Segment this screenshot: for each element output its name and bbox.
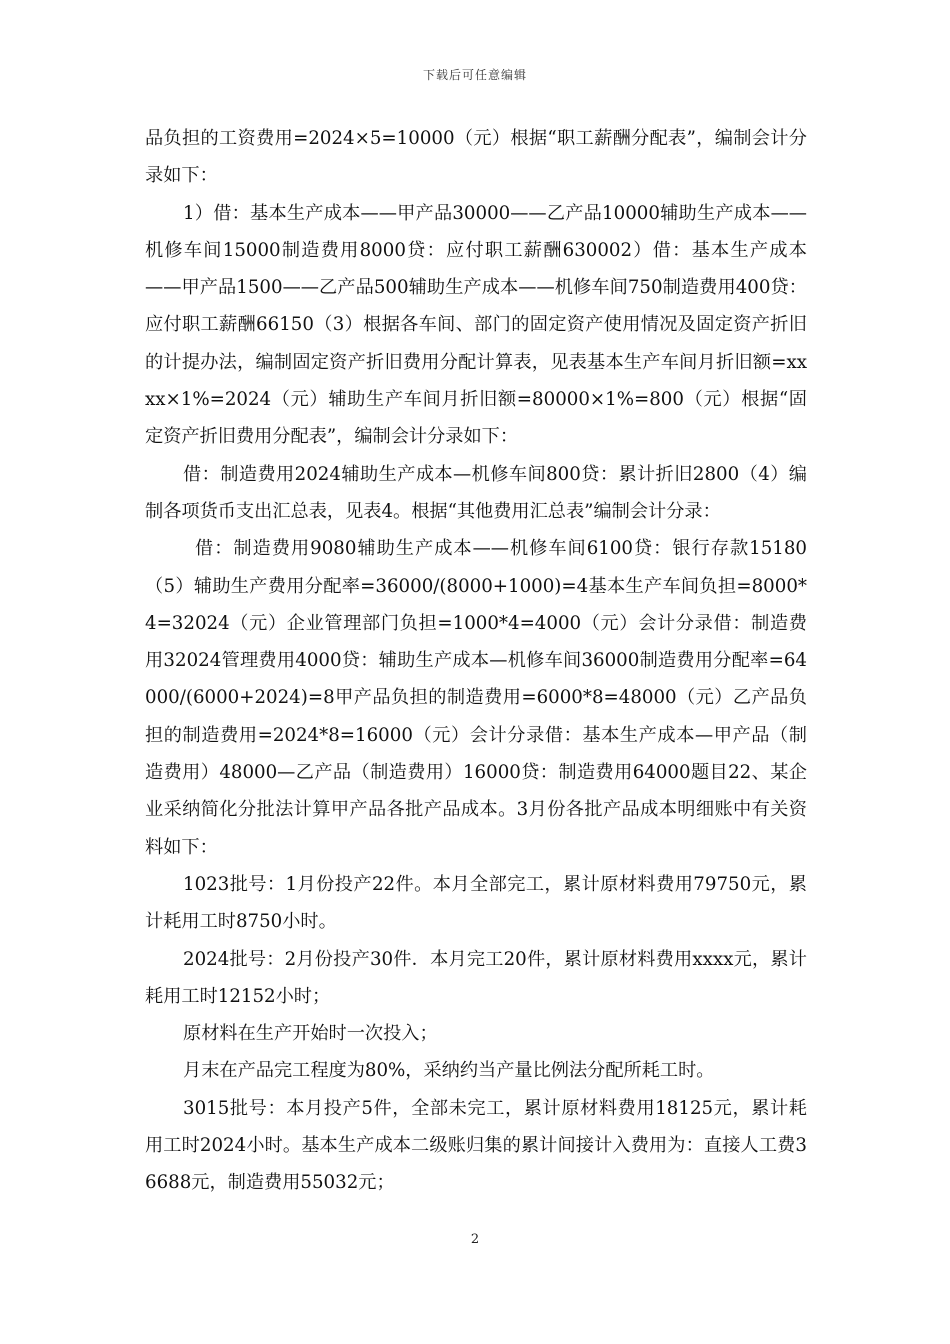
paragraph: 3015批号：本月投产5件，全部未完工，累计原材料费用18125元，累计耗用工时2024小时。基本生产成本二级账归集的累计间接计入费用为：直接人工费36688元，制造费用55032元； (145, 1097, 807, 1194)
document-body (145, 120, 807, 1202)
paragraph: 品负担的工资费用=2024×5=10000（元）根据“职工薪酬分配表”，编制会计分录如下： (145, 128, 807, 187)
paragraph: 1）借：基本生产成本——甲产品30000——乙产品10000辅助生产成本——机修车间15000制造费用8000贷：应付职工薪酬630002）借：基本生产成本——甲产品1500——乙产品500辅助生产成本——机修车间750制造费用400贷：应付职工薪酬66150（3）根据各车间、部门的固定资产使用情况及固定资产折旧的计提办法，编制固定资产折旧费用分配计算表，见表基本生产车间月折旧额=xxxx×1%=2024（元）辅助生产车间月折旧额=80000×1%=800（元）根据“固定资产折旧费用分配表”，编制会计分录如下： (145, 202, 807, 448)
paragraph: 借：制造费用2024辅助生产成本—机修车间800贷：累计折旧2800（4）编制各项货币支出汇总表，见表4。根据“其他费用汇总表”编制会计分录： (145, 463, 807, 522)
paragraph: 月末在产品完工程度为80%，采纳约当产量比例法分配所耗工时。 (183, 1060, 715, 1082)
paragraph: 借：制造费用9080辅助生产成本——机修车间6100贷：银行存款15180（5）辅助生产费用分配率=36000/(8000+1000)=4基本生产车间负担=8000*4=32024（元）企业管理部门负担=1000*4=4000（元）会计分录借：制造费用32024管理费用4000贷：辅助生产成本—机修车间36000制造费用分配率=64000/(6000+2024)=8甲产品负担的制造费用=6000*8=48000（元）乙产品负担的制造费用=2024*8=16000（元）会计分录借：基本生产成本—甲产品（制造费用）48000—乙产品（制造费用）16000贷：制造费用64000题目22、某企业采纳简化分批法计算甲产品各批产品成本。3月份各批产品成本明细账中有关资料如下： (145, 538, 807, 858)
page-number: 2 (470, 1232, 480, 1247)
paragraph: 1023批号：1月份投产22件。本月全部完工，累计原材料费用79750元，累计耗用工时8750小时。 (145, 873, 807, 933)
paragraph: 原材料在生产开始时一次投入； (183, 1023, 438, 1045)
page-header: 下载后可任意编辑 (422, 68, 527, 82)
paragraph: 2024批号：2月份投产30件．本月完工20件，累计原材料费用xxxx元，累计耗用工时12152小时； (145, 948, 807, 1007)
